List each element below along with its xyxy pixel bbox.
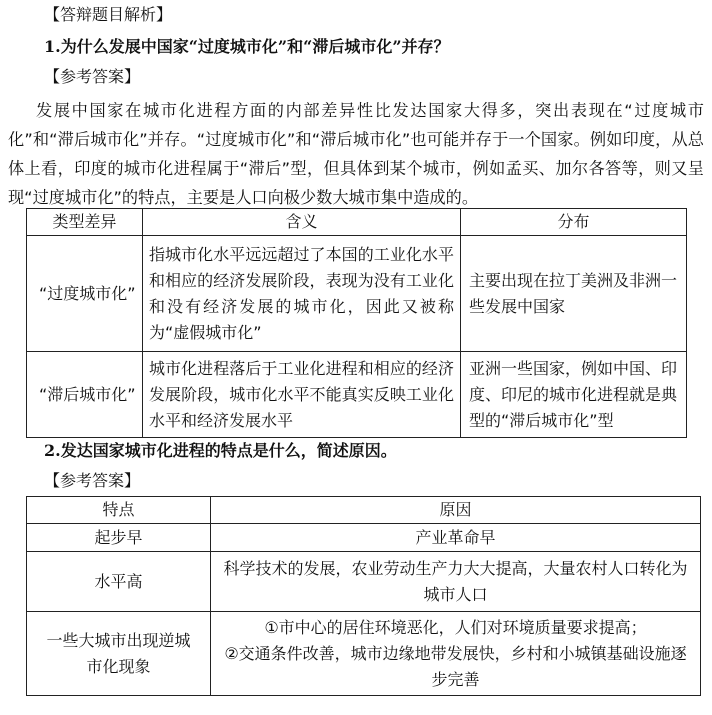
section-heading: 【答辩题目解析】 bbox=[44, 5, 173, 24]
header-meaning: 含义 bbox=[143, 209, 461, 236]
table-row bbox=[27, 552, 701, 612]
answer-1-paragraph: 发展中国家在城市化进程方面的内部差异性比发达国家大得多，突出表现在“过度城市化”和“滞后城市化”并存。“过度城市化”和“滞后城市化”也可能并存于一个国家。例如印度，从总体上看，印度的城市化进程属于“滞后”型，但具体到某个城市，例如孟买、加尔各答等，则又呈现“过度城市化”的特点，主要是人口向极少数大城市集中造成的。 bbox=[8, 101, 704, 207]
cell-feature: 起步早 bbox=[27, 524, 211, 552]
cell-feature: 一些大城市出现逆城市化现象 bbox=[27, 612, 211, 696]
header-distribution: 分布 bbox=[461, 209, 687, 236]
reason-line-1: ①市中心的居住环境恶化，人们对环境质量要求提高； bbox=[264, 617, 647, 637]
table-header-row bbox=[27, 497, 701, 524]
table-row bbox=[27, 236, 687, 352]
cell-distribution: 主要出现在拉丁美洲及非洲一些发展中国家 bbox=[461, 236, 687, 352]
cell-reason: 科学技术的发展，农业劳动生产力大大提高，大量农村人口转化为城市人口 bbox=[211, 552, 701, 612]
cell-meaning: 城市化进程落后于工业化进程和相应的经济发展阶段，城市化水平不能真实反映工业化水平和经济发展水平 bbox=[143, 352, 461, 438]
urbanization-type-table bbox=[26, 208, 687, 438]
reason-line-2: ②交通条件改善，城市边缘地带发展快，乡村和小城镇基础设施逐步完善 bbox=[224, 643, 687, 689]
header-feature: 特点 bbox=[27, 497, 211, 524]
developed-country-table bbox=[26, 496, 701, 696]
question-1-title: 1.为什么发展中国家“过度城市化”和“滞后城市化”并存？ bbox=[44, 37, 450, 56]
cell-feature: 水平高 bbox=[27, 552, 211, 612]
header-reason: 原因 bbox=[211, 497, 701, 524]
cell-distribution: 亚洲一些国家，例如中国、印度、印尼的城市化进程就是典型的“滞后城市化”型 bbox=[461, 352, 687, 438]
cell-meaning: 指城市化水平远远超过了本国的工业化水平和相应的经济发展阶段，表现为没有工业化和没有经济发展的城市化，因此又被称为“虚假城市化” bbox=[143, 236, 461, 352]
question-2-title: 2.发达国家城市化进程的特点是什么，简述原因。 bbox=[44, 441, 397, 460]
answer-1-label: 【参考答案】 bbox=[44, 67, 141, 86]
table-row bbox=[27, 352, 687, 438]
cell-type: “滞后城市化” bbox=[27, 352, 143, 438]
table-row bbox=[27, 524, 701, 552]
cell-reason: 产业革命早 bbox=[211, 524, 701, 552]
table-row bbox=[27, 612, 701, 696]
answer-2-label: 【参考答案】 bbox=[44, 471, 141, 490]
cell-reason bbox=[211, 612, 701, 696]
cell-type: “过度城市化” bbox=[27, 236, 143, 352]
table-header-row bbox=[27, 209, 687, 236]
header-type: 类型差异 bbox=[27, 209, 143, 236]
